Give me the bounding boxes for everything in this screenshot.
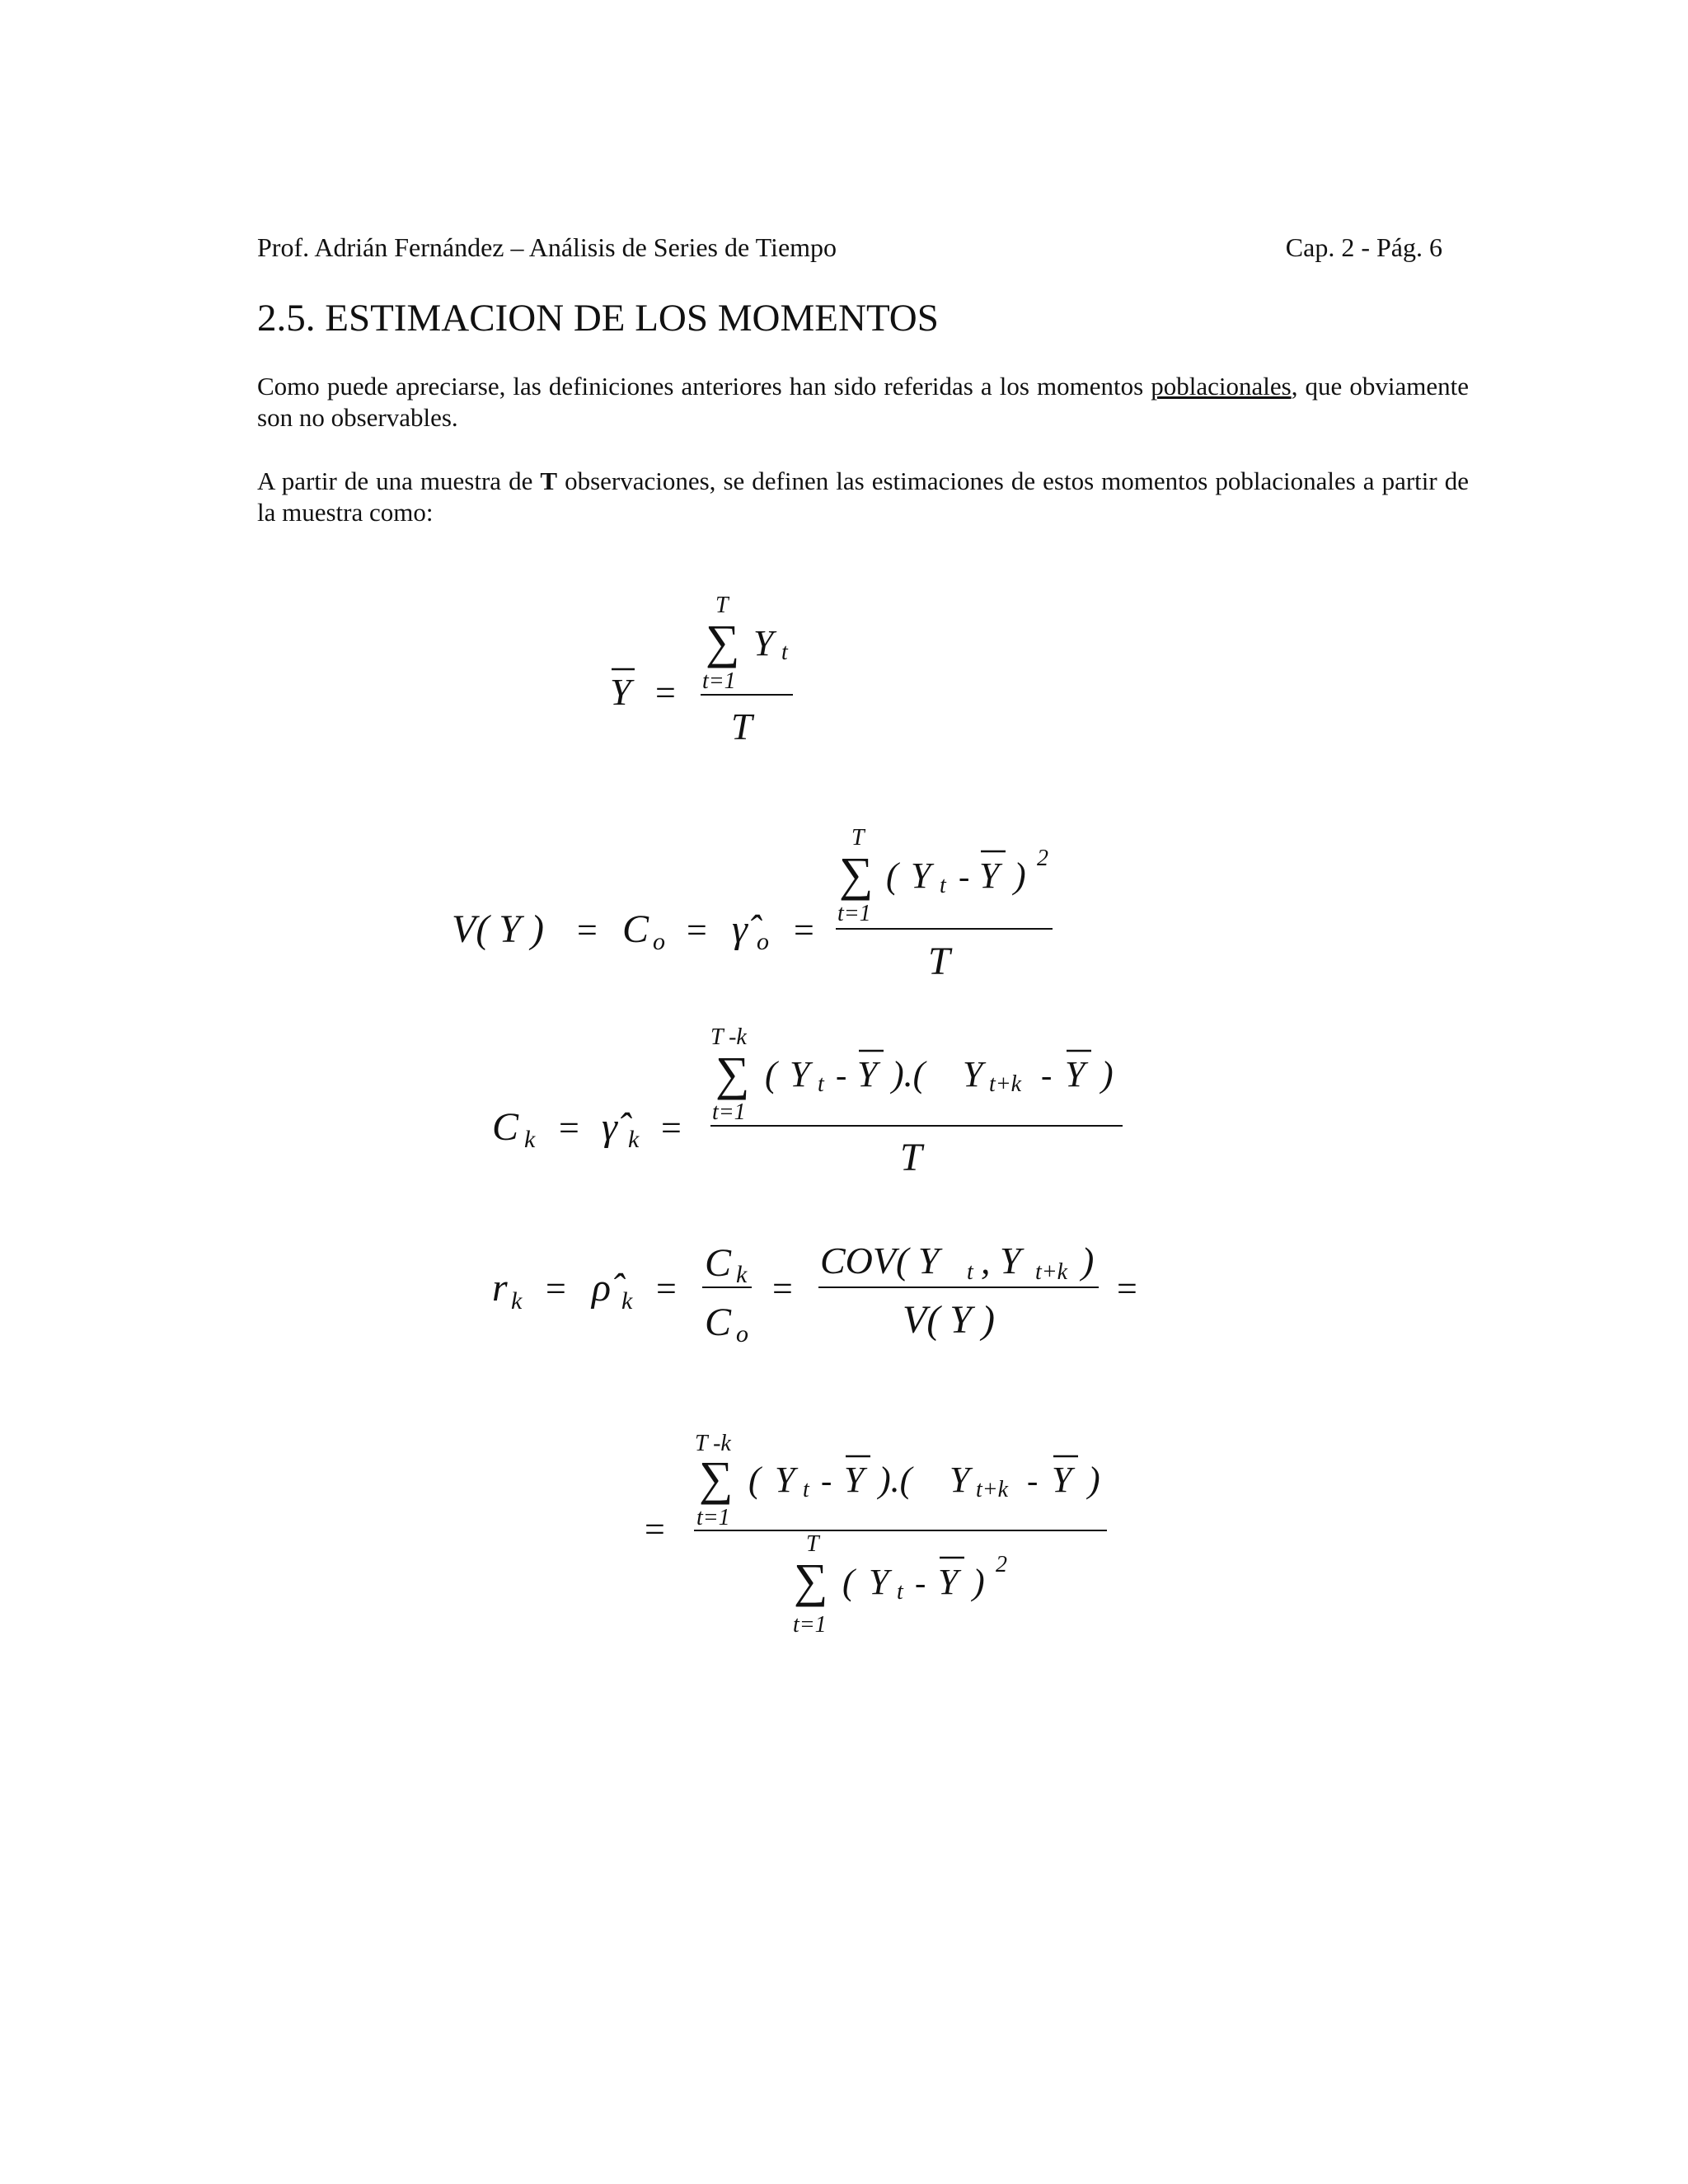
acx-den-y: Y: [869, 1562, 889, 1602]
acx-den-y-sub: t: [897, 1579, 903, 1605]
acx-close-dot-open: ).(: [879, 1460, 912, 1500]
acv-y2: Y: [963, 1054, 983, 1094]
acx-minus: -: [821, 1462, 832, 1499]
acx-ybar-2: Y: [1052, 1460, 1072, 1500]
acr-equals-4: =: [1117, 1268, 1137, 1309]
acx-y: Y: [775, 1460, 795, 1500]
acv-gamma: γ̂: [602, 1105, 617, 1149]
acx-num-sum-lower: t=1: [696, 1505, 730, 1530]
var-open-paren: (: [886, 855, 898, 896]
acr-equals-1: =: [546, 1268, 566, 1309]
mean-equals: =: [655, 673, 676, 713]
var-equals-2: =: [687, 910, 707, 950]
acv-sum-lower: t=1: [712, 1099, 746, 1125]
var-sum-lower: t=1: [837, 901, 871, 926]
acr-cov-sub2: t+k: [1035, 1259, 1068, 1285]
acv-minus: -: [836, 1057, 847, 1094]
var-c: C: [622, 907, 649, 951]
acx-y2: Y: [950, 1460, 970, 1500]
mean-sigma: ∑: [706, 615, 740, 668]
acr-cov-mid: , Y: [981, 1240, 1021, 1282]
page-header-right: Cap. 2 - Pág. 6: [1285, 232, 1442, 262]
acx-den-minus: -: [915, 1564, 926, 1601]
acx-open-paren: (: [748, 1460, 761, 1500]
var-gamma: γ̂: [732, 907, 748, 951]
formula-autocorrelation-expanded: [645, 1431, 1107, 1638]
mean-y: Y: [753, 623, 774, 663]
acx-num-sigma: ∑: [699, 1451, 734, 1505]
acv-gamma-sub: k: [628, 1126, 640, 1153]
var-y: Y: [911, 855, 931, 896]
var-power: 2: [1037, 846, 1048, 871]
acr-c-num: C: [705, 1241, 732, 1285]
acv-c: C: [492, 1105, 519, 1149]
acx-den-ybar: Y: [938, 1562, 959, 1602]
paragraph-2-bold: T: [540, 466, 558, 495]
var-v: V( Y ): [452, 907, 544, 951]
acr-cov-close: ): [1081, 1240, 1095, 1282]
section-title: 2.5. ESTIMACION DE LOS MOMENTOS: [257, 297, 939, 340]
paragraph-2-text-a: A partir de una muestra de: [257, 466, 541, 495]
acr-r: r: [492, 1266, 508, 1310]
paragraph-2-text-b: observaciones, se definen las estimaciones de estos momentos poblacionales a partir de la muestra como:: [257, 466, 1469, 527]
formula-mean: [610, 593, 793, 748]
acx-den-open: (: [842, 1562, 855, 1602]
var-minus: -: [959, 858, 970, 895]
acr-c-num-sub: k: [736, 1261, 748, 1288]
acv-sigma: ∑: [715, 1047, 750, 1100]
acv-denominator: T: [900, 1136, 922, 1179]
acr-cov-sub1: t: [967, 1259, 973, 1285]
acv-minus-2: -: [1041, 1057, 1053, 1094]
acx-den-sigma: ∑: [794, 1554, 828, 1607]
var-ybar: Y: [979, 855, 1000, 896]
var-gamma-sub: o: [757, 928, 769, 955]
mean-lhs: Y: [610, 671, 631, 713]
acx-y2-sub: t+k: [976, 1477, 1009, 1502]
page-header-left: Prof. Adrián Fernández – Análisis de Series de Tiempo: [257, 232, 837, 262]
formula-autocorrelation: [492, 1240, 1137, 1347]
acx-den-power: 2: [996, 1552, 1007, 1577]
var-close-paren: ): [1014, 855, 1026, 896]
acx-num-sum-upper: T -k: [695, 1431, 731, 1456]
acr-r-sub: k: [511, 1287, 523, 1315]
var-c-sub: o: [653, 928, 665, 955]
acr-c-den: C: [705, 1301, 732, 1344]
mean-y-sub: t: [781, 640, 788, 665]
acx-y-sub: t: [803, 1477, 809, 1502]
acr-rho: ρ̂: [592, 1266, 612, 1310]
acx-den-sum-upper: T: [806, 1531, 819, 1557]
acv-open-paren: (: [765, 1054, 777, 1094]
acx-equals: =: [645, 1509, 665, 1549]
formula-autocovariance: [492, 1024, 1123, 1179]
var-equals-1: =: [577, 910, 598, 950]
acx-ybar: Y: [844, 1460, 865, 1500]
mean-denominator: T: [731, 705, 753, 748]
acv-close-paren: ): [1101, 1054, 1114, 1094]
mean-sum-upper: T: [715, 593, 729, 618]
paragraph-1-underlined: poblacionales: [1151, 372, 1292, 401]
acr-v-den: V( Y ): [903, 1298, 995, 1342]
acx-close-paren: ): [1088, 1460, 1100, 1500]
acr-c-den-sub: o: [736, 1320, 748, 1347]
var-equals-3: =: [794, 910, 814, 950]
acv-equals-2: =: [661, 1108, 682, 1148]
acr-equals-3: =: [772, 1268, 793, 1309]
acx-den-close: ): [973, 1562, 985, 1602]
var-sigma: ∑: [839, 847, 874, 901]
acv-y2-sub: t+k: [989, 1071, 1022, 1097]
acv-equals-1: =: [559, 1108, 579, 1148]
formula-variance: [452, 825, 1053, 983]
acr-rho-sub: k: [621, 1287, 633, 1315]
acr-cov-open: COV( Y: [820, 1240, 940, 1282]
acv-y: Y: [790, 1054, 810, 1094]
mean-sum-lower: t=1: [702, 668, 736, 694]
acr-equals-2: =: [656, 1268, 677, 1309]
paragraph-1-text-b: , que obviamente son no observables.: [257, 372, 1469, 432]
acx-den-sum-lower: t=1: [793, 1612, 827, 1638]
paragraph-1-text-a: Como puede apreciarse, las definiciones anteriores han sido referidas a los momentos: [257, 372, 1151, 401]
acx-minus-2: -: [1027, 1462, 1039, 1499]
var-y-sub: t: [940, 873, 946, 898]
acv-sum-upper: T -k: [710, 1024, 747, 1050]
acv-c-sub: k: [524, 1126, 536, 1153]
acv-ybar: Y: [857, 1054, 878, 1094]
acv-close-dot-open: ).(: [892, 1054, 926, 1094]
var-denominator: T: [928, 940, 950, 983]
var-sum-upper: T: [851, 825, 865, 851]
acv-y-sub: t: [818, 1071, 824, 1097]
acv-ybar-2: Y: [1065, 1054, 1085, 1094]
